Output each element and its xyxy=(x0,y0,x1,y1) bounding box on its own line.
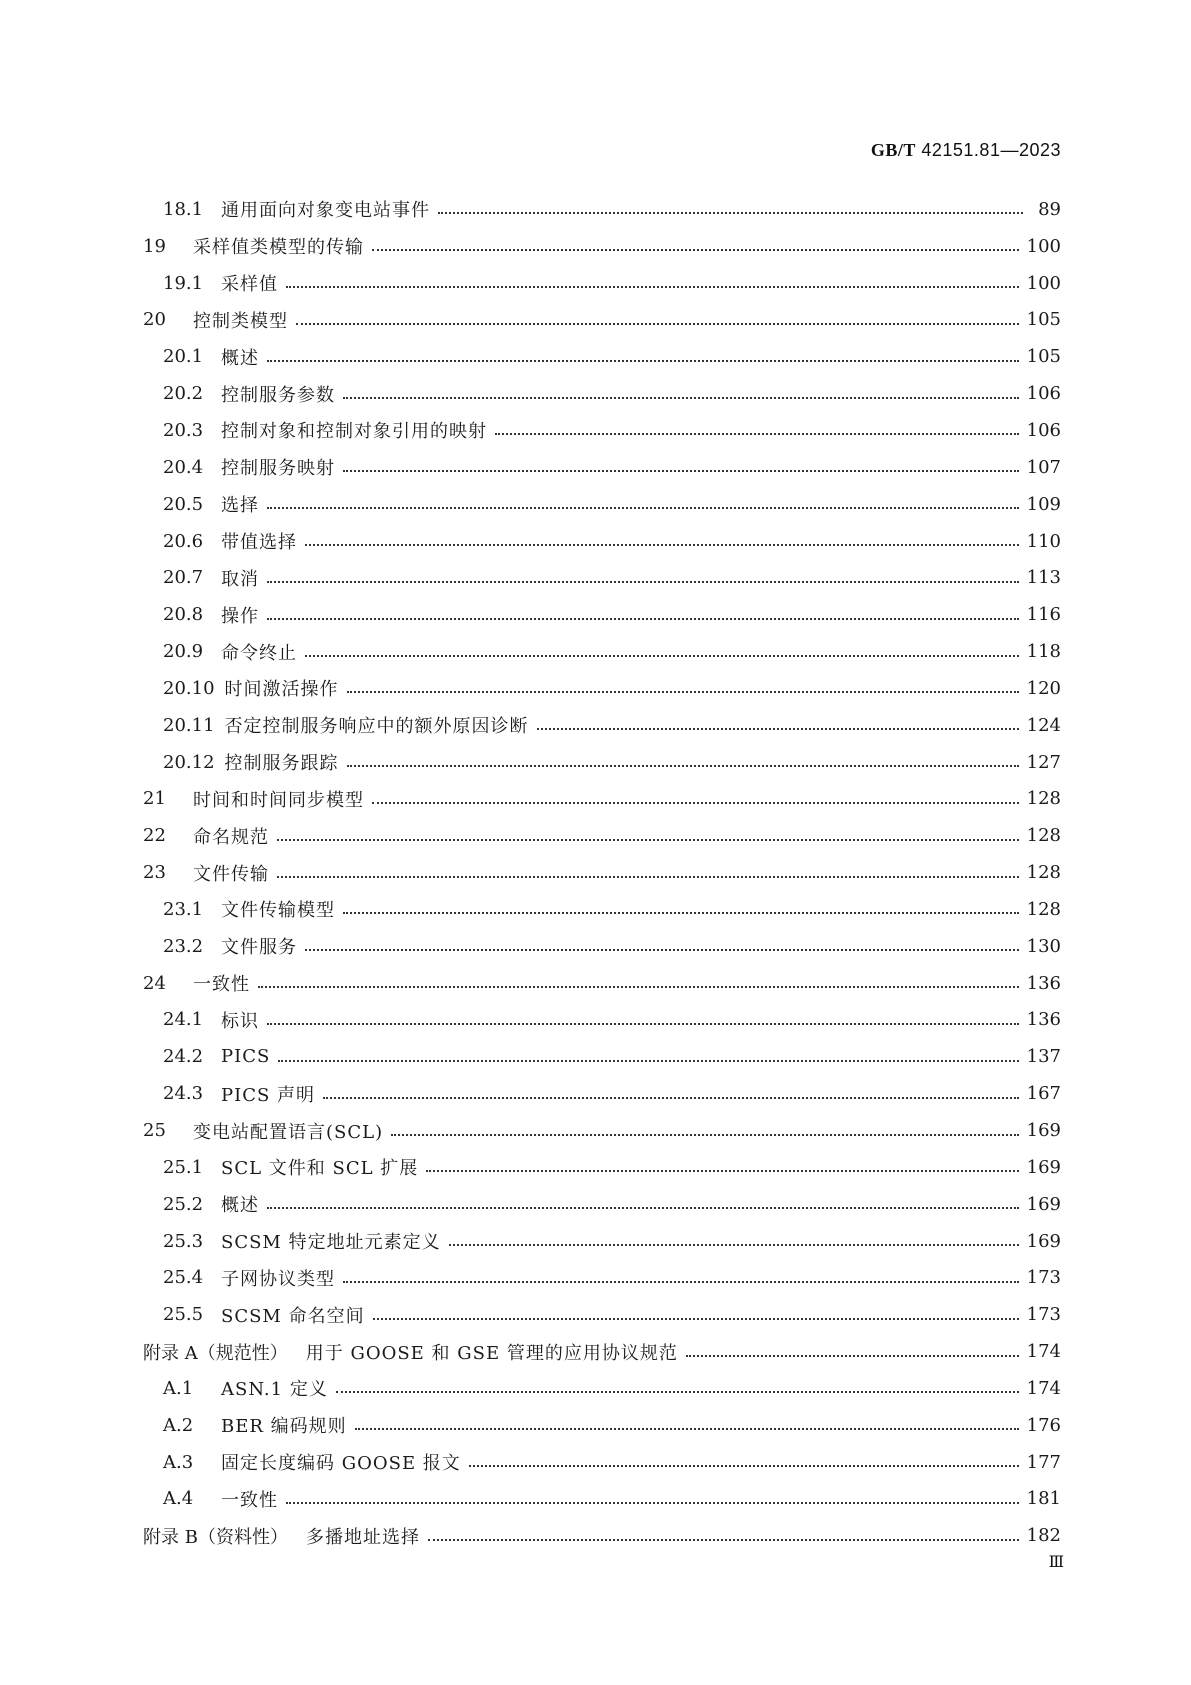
toc-entry-number: A.1 xyxy=(163,1377,194,1399)
toc-entry-number: 24.3 xyxy=(163,1083,204,1105)
toc-entry[interactable] xyxy=(143,854,1061,891)
toc-leader-dots xyxy=(323,1097,1019,1099)
toc-entry-title: 控制类模型 xyxy=(193,310,288,332)
toc-entry-number: 20.4 xyxy=(163,456,204,478)
toc-entry[interactable] xyxy=(143,1407,1061,1444)
toc-entry-title: 文件传输 xyxy=(193,863,269,885)
toc-entry-title: 文件传输模型 xyxy=(221,900,335,922)
toc-entry-page: 182 xyxy=(1026,1525,1061,1547)
toc-entry-page: 136 xyxy=(1026,1009,1061,1031)
page-number: Ⅲ xyxy=(1048,1554,1064,1571)
toc-entry-page: 173 xyxy=(1026,1304,1061,1326)
toc-leader-dots xyxy=(343,912,1019,914)
toc-entry-title: 一致性 xyxy=(193,974,250,996)
toc-leader-dots xyxy=(449,1244,1019,1246)
toc-leader-dots xyxy=(469,1465,1019,1467)
toc-entry-title: 固定长度编码 GOOSE 报文 xyxy=(221,1453,461,1475)
toc-entry-page: 128 xyxy=(1026,862,1061,884)
standard-code xyxy=(871,140,1061,161)
toc-entry[interactable] xyxy=(143,449,1061,486)
toc-entry[interactable] xyxy=(143,928,1061,965)
toc-entry-page: 167 xyxy=(1026,1083,1061,1105)
toc-entry[interactable] xyxy=(143,1517,1061,1554)
toc-entry[interactable] xyxy=(143,1112,1061,1149)
toc-entry[interactable] xyxy=(143,1333,1061,1370)
toc-entry-title: 时间激活操作 xyxy=(224,679,339,701)
toc-entry-number: 25.5 xyxy=(163,1304,204,1326)
toc-entry-number: 20 xyxy=(143,309,166,331)
toc-entry-number: 21 xyxy=(143,788,166,810)
toc-leader-dots xyxy=(267,360,1019,362)
toc-entry-title: SCSM 特定地址元素定义 xyxy=(221,1232,441,1254)
toc-entry-page: 181 xyxy=(1026,1488,1061,1510)
toc-entry[interactable] xyxy=(143,965,1061,1002)
toc-leader-dots xyxy=(373,1318,1019,1320)
toc-entry[interactable] xyxy=(143,523,1061,560)
toc-entry-page: 106 xyxy=(1026,419,1061,441)
toc-entry-number: 25 xyxy=(143,1120,166,1142)
toc-leader-dots xyxy=(258,986,1019,988)
toc-entry-title: 概述 xyxy=(221,347,259,369)
toc-leader-dots xyxy=(267,507,1019,509)
toc-entry-number: A.3 xyxy=(163,1451,194,1473)
toc-entry-number: 20.2 xyxy=(163,383,204,405)
toc-entry[interactable] xyxy=(143,559,1061,596)
toc-entry-page: 169 xyxy=(1026,1230,1061,1252)
toc-entry-page: 173 xyxy=(1026,1267,1061,1289)
toc-entry-page: 176 xyxy=(1026,1414,1061,1436)
toc-entry-title: 带值选择 xyxy=(221,532,297,554)
toc-leader-dots xyxy=(347,691,1019,693)
toc-entry-number: 18.1 xyxy=(163,198,204,220)
toc-entry-title: 一致性 xyxy=(221,1489,278,1511)
toc-entry[interactable] xyxy=(143,228,1061,265)
toc-entry-number: 20.3 xyxy=(163,419,204,441)
toc-entry-number: 附录 A（规范性） xyxy=(143,1342,288,1364)
toc-entry-title: 否定控制服务响应中的额外原因诊断 xyxy=(224,716,529,738)
toc-entry-page: 169 xyxy=(1026,1193,1061,1215)
toc-entry-title: 通用面向对象变电站事件 xyxy=(221,200,430,222)
toc-leader-dots xyxy=(343,397,1019,399)
toc-entry-page: 136 xyxy=(1026,972,1061,994)
toc-entry-title: 采样值 xyxy=(221,274,278,296)
toc-leader-dots xyxy=(277,876,1019,878)
toc-entry-page: 124 xyxy=(1026,714,1061,736)
toc-entry-title: 控制服务映射 xyxy=(221,458,335,480)
toc-entry[interactable] xyxy=(143,1296,1061,1333)
toc-entry-number: 24.2 xyxy=(163,1046,204,1068)
toc-entry[interactable] xyxy=(143,265,1061,302)
toc-entry-number: 25.4 xyxy=(163,1267,204,1289)
toc-entry-title: 选择 xyxy=(221,495,259,517)
toc-entry-number: 20.10 xyxy=(163,677,215,699)
toc-entry-number: 25.2 xyxy=(163,1193,204,1215)
toc-entry-page: 174 xyxy=(1026,1377,1061,1399)
toc-entry-title: 操作 xyxy=(221,605,259,627)
toc-entry[interactable] xyxy=(143,633,1061,670)
standard-number: 42151.81—2023 xyxy=(921,140,1061,160)
table-of-contents xyxy=(143,191,1061,1554)
toc-entry-number: 25.1 xyxy=(163,1156,204,1178)
toc-entry-number: 19.1 xyxy=(163,272,204,294)
toc-leader-dots xyxy=(267,1207,1019,1209)
toc-entry-page: 89 xyxy=(1038,198,1061,220)
toc-entry-page: 169 xyxy=(1026,1156,1061,1178)
toc-leader-dots xyxy=(343,470,1019,472)
toc-entry-number: 24 xyxy=(143,972,166,994)
toc-entry-number: 20.11 xyxy=(163,714,215,736)
toc-entry[interactable] xyxy=(143,781,1061,818)
toc-entry[interactable] xyxy=(143,375,1061,412)
toc-entry-number: 附录 B（资料性） xyxy=(143,1526,288,1548)
toc-entry-number: 20.5 xyxy=(163,493,204,515)
toc-entry-page: 128 xyxy=(1026,898,1061,920)
toc-leader-dots xyxy=(428,1539,1019,1541)
toc-entry[interactable] xyxy=(143,1259,1061,1296)
toc-leader-dots xyxy=(372,802,1019,804)
toc-entry-title: PICS xyxy=(221,1046,271,1068)
toc-leader-dots xyxy=(286,1502,1019,1504)
toc-entry-title: 命令终止 xyxy=(221,642,297,664)
toc-entry-title: 概述 xyxy=(221,1195,259,1217)
toc-entry-title: PICS 声明 xyxy=(221,1084,316,1106)
toc-leader-dots xyxy=(277,839,1019,841)
toc-entry-number: 19 xyxy=(143,235,166,257)
toc-entry-title: 变电站配置语言(SCL) xyxy=(193,1121,384,1143)
toc-entry-number: 20.9 xyxy=(163,641,204,663)
toc-entry-title: 时间和时间同步模型 xyxy=(193,789,364,811)
toc-leader-dots xyxy=(267,581,1019,583)
toc-entry-page: 128 xyxy=(1026,788,1061,810)
toc-leader-dots xyxy=(296,323,1019,325)
toc-entry-title: 控制服务跟踪 xyxy=(224,753,339,775)
standard-prefix: GB/T xyxy=(870,140,916,160)
toc-entry[interactable] xyxy=(143,707,1061,744)
toc-leader-dots xyxy=(355,1428,1019,1430)
toc-entry[interactable] xyxy=(143,1002,1061,1039)
toc-leader-dots xyxy=(391,1134,1019,1136)
toc-entry-page: 113 xyxy=(1026,567,1061,589)
toc-entry[interactable] xyxy=(143,1038,1061,1075)
toc-entry-number: 24.1 xyxy=(163,1009,204,1031)
toc-entry-title: 控制服务参数 xyxy=(221,384,335,406)
toc-entry-page: 116 xyxy=(1026,604,1061,626)
toc-entry[interactable] xyxy=(143,1481,1061,1518)
toc-entry-number: 23 xyxy=(143,862,166,884)
toc-entry[interactable] xyxy=(143,596,1061,633)
toc-entry-title: 子网协议类型 xyxy=(221,1268,335,1290)
toc-entry-page: 120 xyxy=(1026,677,1061,699)
toc-entry-number: 20.7 xyxy=(163,567,204,589)
toc-entry-number: 23.2 xyxy=(163,935,204,957)
toc-leader-dots xyxy=(305,949,1019,951)
toc-entry-page: 128 xyxy=(1026,825,1061,847)
toc-leader-dots xyxy=(343,1281,1019,1283)
toc-leader-dots xyxy=(267,1023,1019,1025)
toc-entry-page: 110 xyxy=(1026,530,1061,552)
toc-entry-page: 174 xyxy=(1026,1341,1061,1363)
toc-entry-page: 118 xyxy=(1026,641,1061,663)
toc-entry-page: 137 xyxy=(1026,1046,1061,1068)
toc-entry-page: 100 xyxy=(1026,272,1061,294)
toc-leader-dots xyxy=(267,618,1019,620)
toc-entry-number: 20.12 xyxy=(163,751,215,773)
toc-entry[interactable] xyxy=(143,670,1061,707)
toc-entry[interactable] xyxy=(143,744,1061,781)
toc-entry-number: 25.3 xyxy=(163,1230,204,1252)
toc-leader-dots xyxy=(305,544,1019,546)
toc-entry-number: 20.6 xyxy=(163,530,204,552)
toc-leader-dots xyxy=(278,1060,1018,1062)
toc-leader-dots xyxy=(347,765,1019,767)
toc-entry-title: 采样值类模型的传输 xyxy=(193,237,364,259)
toc-entry-title: 用于 GOOSE 和 GSE 管理的应用协议规范 xyxy=(305,1342,678,1364)
toc-entry[interactable] xyxy=(143,891,1061,928)
toc-leader-dots xyxy=(426,1170,1018,1172)
toc-leader-dots xyxy=(286,286,1019,288)
toc-leader-dots xyxy=(305,655,1019,657)
toc-entry-title: 标识 xyxy=(221,1010,259,1032)
toc-entry[interactable] xyxy=(143,1444,1061,1481)
toc-entry[interactable] xyxy=(143,1149,1061,1186)
toc-entry[interactable] xyxy=(143,412,1061,449)
toc-entry-title: ASN.1 定义 xyxy=(221,1379,328,1401)
toc-entry-title: SCL 文件和 SCL 扩展 xyxy=(221,1158,419,1180)
toc-entry-page: 106 xyxy=(1026,383,1061,405)
toc-leader-dots xyxy=(336,1391,1019,1393)
toc-entry-page: 100 xyxy=(1026,235,1061,257)
toc-entry-number: 23.1 xyxy=(163,898,204,920)
toc-entry[interactable] xyxy=(143,1370,1061,1407)
toc-entry-title: 命名规范 xyxy=(193,826,269,848)
toc-entry-page: 127 xyxy=(1026,751,1061,773)
toc-entry[interactable] xyxy=(143,486,1061,523)
toc-leader-dots xyxy=(686,1355,1019,1357)
toc-entry-title: 控制对象和控制对象引用的映射 xyxy=(221,421,487,443)
toc-entry-title: BER 编码规则 xyxy=(221,1416,347,1438)
toc-entry-number: 20.8 xyxy=(163,604,204,626)
toc-entry-number: A.2 xyxy=(163,1414,194,1436)
toc-entry[interactable] xyxy=(143,1223,1061,1260)
toc-entry[interactable] xyxy=(143,1186,1061,1223)
toc-entry[interactable] xyxy=(143,191,1061,228)
toc-entry[interactable] xyxy=(143,338,1061,375)
toc-leader-dots xyxy=(537,728,1019,730)
toc-entry[interactable] xyxy=(143,1075,1061,1112)
toc-entry-number: 20.1 xyxy=(163,346,204,368)
toc-entry-page: 109 xyxy=(1026,493,1061,515)
toc-entry[interactable] xyxy=(143,817,1061,854)
toc-entry-title: 文件服务 xyxy=(221,937,297,959)
toc-entry-number: A.4 xyxy=(163,1488,194,1510)
toc-entry-title: SCSM 命名空间 xyxy=(221,1305,365,1327)
toc-entry-page: 105 xyxy=(1026,309,1061,331)
toc-entry-page: 130 xyxy=(1026,935,1061,957)
toc-entry-title: 取消 xyxy=(221,568,259,590)
toc-entry-page: 169 xyxy=(1026,1120,1061,1142)
toc-entry[interactable] xyxy=(143,302,1061,339)
toc-entry-page: 107 xyxy=(1026,456,1061,478)
toc-entry-title: 多播地址选择 xyxy=(305,1526,420,1548)
toc-leader-dots xyxy=(372,249,1019,251)
toc-entry-page: 177 xyxy=(1026,1451,1061,1473)
toc-leader-dots xyxy=(438,212,1023,214)
toc-entry-number: 22 xyxy=(143,825,166,847)
toc-entry-page: 105 xyxy=(1026,346,1061,368)
toc-leader-dots xyxy=(495,433,1019,435)
